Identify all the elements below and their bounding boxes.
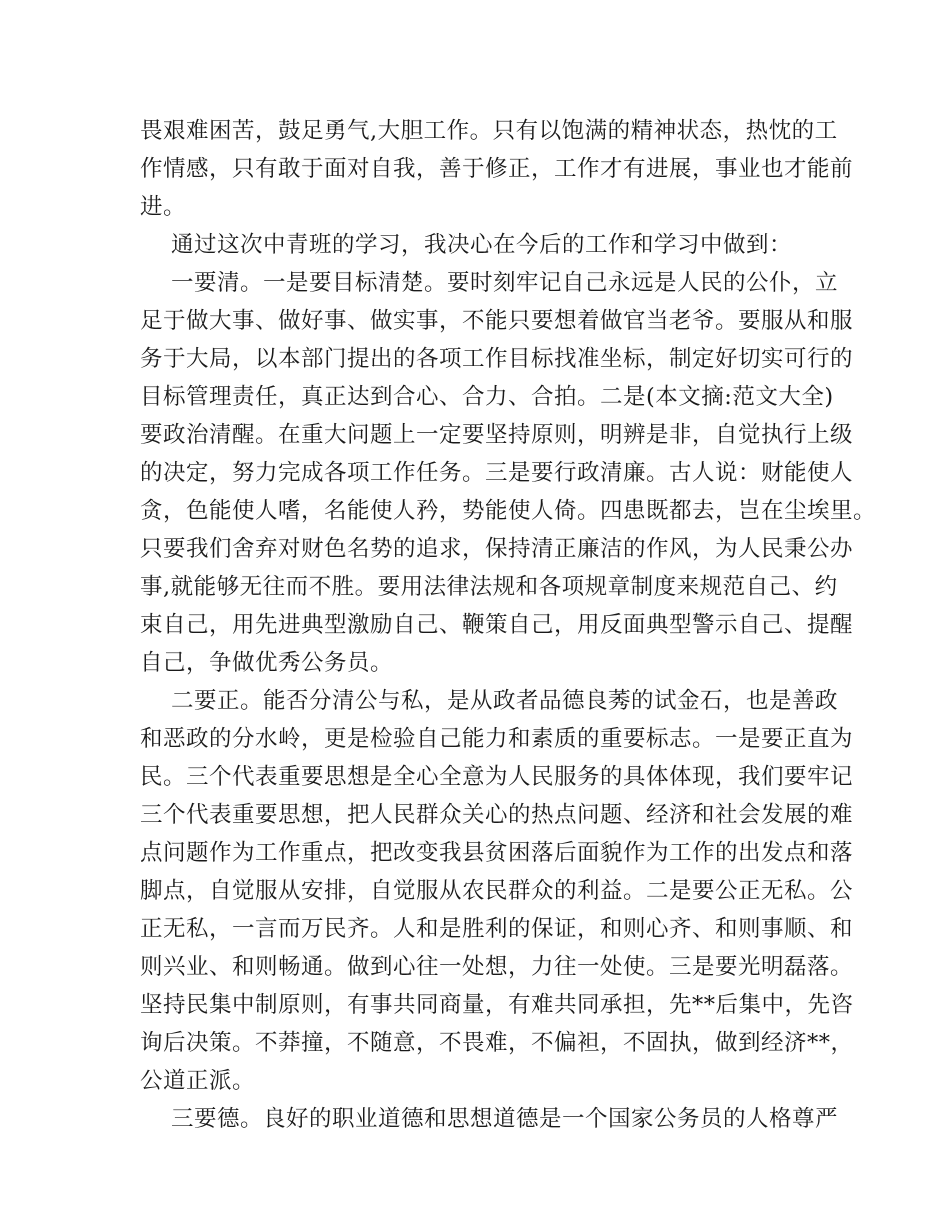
text-line: 通过这次中青班的学习，我决心在今后的工作和学习中做到： [171,232,793,258]
text-line: 目标管理责任，真正达到合心、合力、合拍。二是(本文摘:范文大全) [140,384,834,410]
text-line: 坚持民集中制原则，有事共同商量，有难共同承担，先**后集中，先咨 [140,992,854,1018]
text-line: 点问题作为工作重点，把改变我县贫困落后面貌作为工作的出发点和落 [140,840,854,866]
text-line: 三要德。良好的职业道德和思想道德是一个国家公务员的人格尊严 [171,1106,839,1132]
document-body [140,112,877,1138]
paragraph [140,226,820,264]
text-line: 务于大局，以本部门提出的各项工作目标找准坐标，制定好切实可行的 [140,346,854,372]
text-line: 脚点，自觉服从安排，自觉服从农民群众的利益。二是要公正无私。公 [140,878,854,904]
paragraph [140,112,854,226]
text-line: 只要我们舍弃对财色名势的追求，保持清正廉洁的作风，为人民秉公办 [140,536,854,562]
text-line: 足于做大事、做好事、做实事，不能只要想着做官当老爷。要服从和服 [140,308,854,334]
text-line: 束自己，用先进典型激励自己、鞭策自己，用反面典型警示自己、提醒 [140,612,854,638]
text-line: 事,就能够无往而不胜。要用法律法规和各项规章制度来规范自己、约 [140,574,838,600]
paragraph [140,264,877,682]
text-line: 的决定，努力完成各项工作任务。三是要行政清廉。古人说：财能使人 [140,460,854,486]
text-line: 一要清。一是要目标清楚。要时刻牢记自己永远是人民的公仆，立 [171,270,839,296]
text-line: 公道正派。 [140,1068,256,1094]
text-line: 正无私，一言而万民齐。人和是胜利的保证，和则心齐、和则事顺、和 [140,916,854,942]
text-line: 要政治清醒。在重大问题上一定要坚持原则，明辨是非，自觉执行上级 [140,422,854,448]
text-line: 询后决策。不莽撞，不随意，不畏难，不偏袒，不固执，做到经济**， [140,1030,854,1056]
text-line: 和恶政的分水岭，更是检验自己能力和素质的重要标志。一是要正直为 [140,726,854,752]
text-line: 进。 [140,194,187,220]
paragraph [140,1100,839,1138]
text-line: 畏艰难困苦，鼓足勇气,大胆工作。只有以饱满的精神状态，热忱的工 [140,118,838,144]
text-line: 则兴业、和则畅通。做到心往一处想，力往一处使。三是要光明磊落。 [140,954,854,980]
text-line: 二要正。能否分清公与私，是从政者品德良莠的试金石，也是善政 [171,688,839,714]
text-line: 作情感，只有敢于面对自我，善于修正，工作才有进展，事业也才能前 [140,156,854,182]
text-line: 贪，色能使人嗜，名能使人矜，势能使人倚。四患既都去，岂在尘埃里。 [140,498,877,524]
text-line: 民。三个代表重要思想是全心全意为人民服务的具体体现，我们要牢记 [140,764,854,790]
text-line: 自己，争做优秀公务员。 [140,650,394,676]
text-line: 三个代表重要思想，把人民群众关心的热点问题、经济和社会发展的难 [140,802,854,828]
paragraph [140,682,854,1100]
